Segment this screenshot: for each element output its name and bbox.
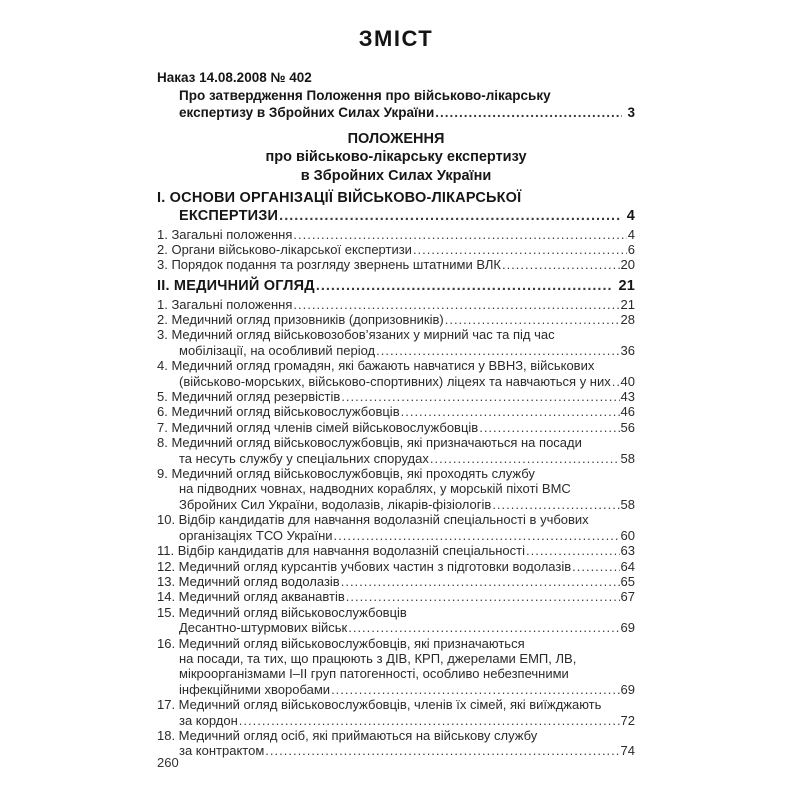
toc-entry [157, 389, 635, 404]
toc-entry [157, 697, 635, 728]
toc-entry-text: експертизу в Збройних Силах України [179, 105, 435, 120]
dot-leader [279, 208, 622, 226]
page-number: 4 [626, 207, 635, 224]
toc-entry-line [157, 636, 635, 651]
toc-entry-line [157, 512, 635, 527]
toc-entry-text: 4. Медичний огляд громадян, які бажають навчатися у ВВНЗ, військових [157, 358, 595, 374]
toc-section [157, 190, 635, 273]
toc-entry-line [157, 543, 635, 558]
page-number: 21 [618, 277, 635, 294]
toc-section-heading [157, 278, 635, 296]
toc-entry-text: за кордон [179, 712, 238, 728]
toc-entry-text: 15. Медичний огляд військовослужбовців [157, 604, 407, 620]
document-title [157, 130, 635, 186]
document-title-line: ПОЛОЖЕННЯ [347, 130, 445, 147]
toc-entry-text: 3. Порядок подання та розгляду звернень штатними ВЛК [157, 257, 501, 273]
toc-entry-line [157, 713, 635, 728]
dot-leader [502, 257, 620, 272]
toc-entry [157, 420, 635, 435]
toc-entry-text: на посади, та тих, що працюють з ДІВ, КРП, джерелами ЕМП, ЛВ, [179, 650, 577, 666]
toc-entry-line [157, 697, 635, 712]
toc-entry-line [157, 358, 635, 373]
page-title: ЗМІСТ [358, 26, 434, 51]
toc-entry-text: 1. Загальні положення [157, 226, 293, 242]
toc-entry [157, 242, 635, 257]
toc-entry-text: 1. Загальні положення [157, 296, 293, 312]
toc-entry-line [157, 435, 635, 450]
toc-entry-line [157, 528, 635, 543]
dot-leader [479, 420, 619, 435]
toc-entry-line [157, 312, 635, 327]
page-number: 6 [627, 242, 635, 257]
toc-entry-line [157, 728, 635, 743]
toc-entry-text: 6. Медичний огляд військовослужбовців [157, 404, 400, 420]
toc-entry-line [157, 297, 635, 312]
page-number: 74 [620, 743, 635, 759]
toc-entry-line [157, 559, 635, 574]
toc-entry-text: (військово-морських, військово-спортивних) ліцеях та навчаються у них [179, 373, 611, 389]
toc-entry-text: та несуть службу у спеціальних спорудах [179, 450, 429, 466]
toc-entry [157, 574, 635, 589]
dot-leader [526, 543, 620, 558]
toc-entry-text: 5. Медичний огляд резервістів [157, 389, 341, 405]
page-number: 43 [620, 389, 635, 405]
toc-entry-line [157, 87, 635, 105]
toc-entry [157, 466, 635, 512]
toc-entry-text: 7. Медичний огляд членів сімей військовослужбовців [157, 419, 479, 435]
toc-entry-text: мікроорганізмами І–ІІ груп патогенності, особливо небезпечними [179, 666, 569, 682]
toc-entry-line [157, 343, 635, 358]
dot-leader [334, 528, 620, 543]
toc-entry-line [157, 208, 635, 226]
page-number: 69 [620, 620, 635, 636]
order-entry-block [157, 69, 635, 122]
page-number: 65 [620, 573, 635, 589]
toc-entry-line [157, 327, 635, 342]
page-number: 4 [627, 226, 635, 242]
dot-leader [239, 713, 620, 728]
toc-entry-text: 11. Відбір кандидатів для навчання водолазній спеціальності [157, 543, 525, 559]
dot-leader [445, 312, 620, 327]
toc-entry-line [157, 666, 635, 681]
folio-page-number: 260 [157, 755, 179, 770]
dot-leader [572, 559, 619, 574]
toc-entry-line [157, 374, 635, 389]
dot-leader [435, 104, 622, 122]
toc-entry-line [157, 451, 635, 466]
toc-entry-line [157, 497, 635, 512]
toc-entry [157, 512, 635, 543]
toc-entry [157, 257, 635, 272]
toc-entry-text: ЕКСПЕРТИЗИ [179, 207, 279, 224]
page-number: 72 [620, 712, 635, 728]
toc-entry-text: 13. Медичний огляд водолазів [157, 573, 340, 589]
toc-entry-line [157, 190, 635, 208]
toc-entry-line [157, 651, 635, 666]
toc-entry-line [157, 605, 635, 620]
dot-leader [492, 497, 619, 512]
dot-leader [348, 620, 619, 635]
toc-section [157, 278, 635, 759]
toc-entry [157, 312, 635, 327]
toc-entry-text: 2. Органи військово-лікарської експертизи [157, 242, 412, 257]
toc-entry [157, 589, 635, 604]
page-number: 67 [620, 589, 635, 605]
dot-leader [413, 242, 627, 257]
toc-entry [157, 404, 635, 419]
page-number: 21 [620, 296, 635, 312]
page-number: 46 [620, 404, 635, 420]
toc-entry [157, 559, 635, 574]
dot-leader [341, 389, 619, 404]
page-number: 28 [620, 312, 635, 328]
toc-entry-line [157, 69, 635, 87]
page-number: 40 [620, 373, 635, 389]
page-number: 36 [620, 342, 635, 358]
toc-entry-text: 17. Медичний огляд військовослужбовців, членів їх сімей, які виїжджають [157, 697, 602, 713]
toc-section-heading [157, 190, 635, 226]
toc-entry-line [157, 574, 635, 589]
toc-entry [157, 358, 635, 389]
toc-entry-line [157, 620, 635, 635]
toc-entry [157, 297, 635, 312]
toc-entry-line [157, 257, 635, 272]
toc-entry-line [157, 682, 635, 697]
toc-entry [157, 728, 635, 759]
toc-entry-line [157, 389, 635, 404]
toc-entry-text: організаціях ТСО України [179, 527, 333, 543]
toc-entry [157, 327, 635, 358]
page-number: 56 [620, 419, 635, 435]
toc-entry [157, 636, 635, 698]
document-title-line: про військово-лікарську експертизу [265, 149, 527, 165]
page-number: 20 [620, 257, 635, 273]
dot-leader [346, 589, 620, 604]
toc-entry-text: інфекційними хворобами [179, 681, 331, 697]
dot-leader [265, 743, 619, 758]
dot-leader [376, 343, 619, 358]
document-title-line: в Збройних Силах України [300, 167, 492, 184]
dot-leader [293, 227, 626, 242]
dot-leader [293, 297, 619, 312]
page-number: 3 [627, 105, 635, 120]
toc-entry [157, 543, 635, 558]
page-number: 60 [620, 527, 635, 543]
toc-entry [157, 605, 635, 636]
toc-entry-text: 2. Медичний огляд призовників (допризовників) [157, 312, 444, 328]
dot-leader [341, 574, 620, 589]
page-number: 63 [620, 543, 635, 559]
toc-entry-line [157, 481, 635, 496]
dot-leader [331, 682, 619, 697]
toc-entry-text: 14. Медичний огляд акванавтів [157, 589, 345, 605]
dot-leader [612, 374, 620, 389]
toc-entry-line [157, 242, 635, 257]
toc-entry-text: Десантно-штурмових військ [179, 620, 348, 636]
toc-content [157, 26, 635, 759]
toc-entry-line [157, 404, 635, 419]
toc-entry-line [157, 227, 635, 242]
dot-leader [430, 451, 620, 466]
toc-entry-text: I. ОСНОВИ ОРГАНІЗАЦІЇ ВІЙСЬКОВО-ЛІКАРСЬКОЇ [157, 190, 522, 206]
toc-entry [157, 227, 635, 242]
toc-entry-text: Збройних Сил України, водолазів, лікарів-фізіологів [179, 496, 492, 512]
page-number: 64 [620, 558, 635, 574]
toc-entry-text: за контрактом [179, 743, 265, 759]
dot-leader [401, 404, 620, 419]
toc-entry-text: 12. Медичний огляд курсантів учбових частин з підготовки водолазів [157, 558, 572, 574]
toc-entry [157, 435, 635, 466]
toc-entry-text: на підводних човнах, надводних кораблях, у морській піхоті ВМС [179, 481, 571, 497]
toc-entry-text: II. МЕДИЧНИЙ ОГЛЯД [157, 277, 315, 294]
toc-entry-text: 18. Медичний огляд осіб, які приймаються на військову службу [157, 727, 538, 743]
dot-leader [316, 278, 614, 296]
toc-entry-line [157, 104, 635, 122]
toc-entry-text: 3. Медичний огляд військовозобов’язаних у мирний час та під час [157, 327, 555, 343]
toc-entry-text: мобілізації, на особливий період [179, 342, 376, 358]
page-number: 69 [620, 681, 635, 697]
toc-entry-line [157, 420, 635, 435]
toc-entry-text: Наказ 14.08.2008 № 402 [157, 70, 312, 85]
toc-entry-line [157, 466, 635, 481]
toc-entry-text: 16. Медичний огляд військовослужбовців, які призначаються [157, 635, 525, 651]
toc-entry-text: 8. Медичний огляд військовослужбовців, які призначаються на посади [157, 435, 582, 451]
toc-sections [157, 190, 635, 759]
page-number: 58 [620, 450, 635, 466]
page-number: 58 [620, 496, 635, 512]
toc-entry-text: Про затвердження Положення про військово-лікарську [179, 87, 551, 103]
toc-entry-text: 9. Медичний огляд військовослужбовців, які проходять службу [157, 466, 535, 482]
toc-entry-text: 10. Відбір кандидатів для навчання водолазній спеціальності в учбових [157, 512, 589, 528]
toc-entry-line [157, 743, 635, 758]
toc-entry-line [157, 589, 635, 604]
order-entry [157, 69, 635, 122]
toc-entry-line [157, 278, 635, 296]
